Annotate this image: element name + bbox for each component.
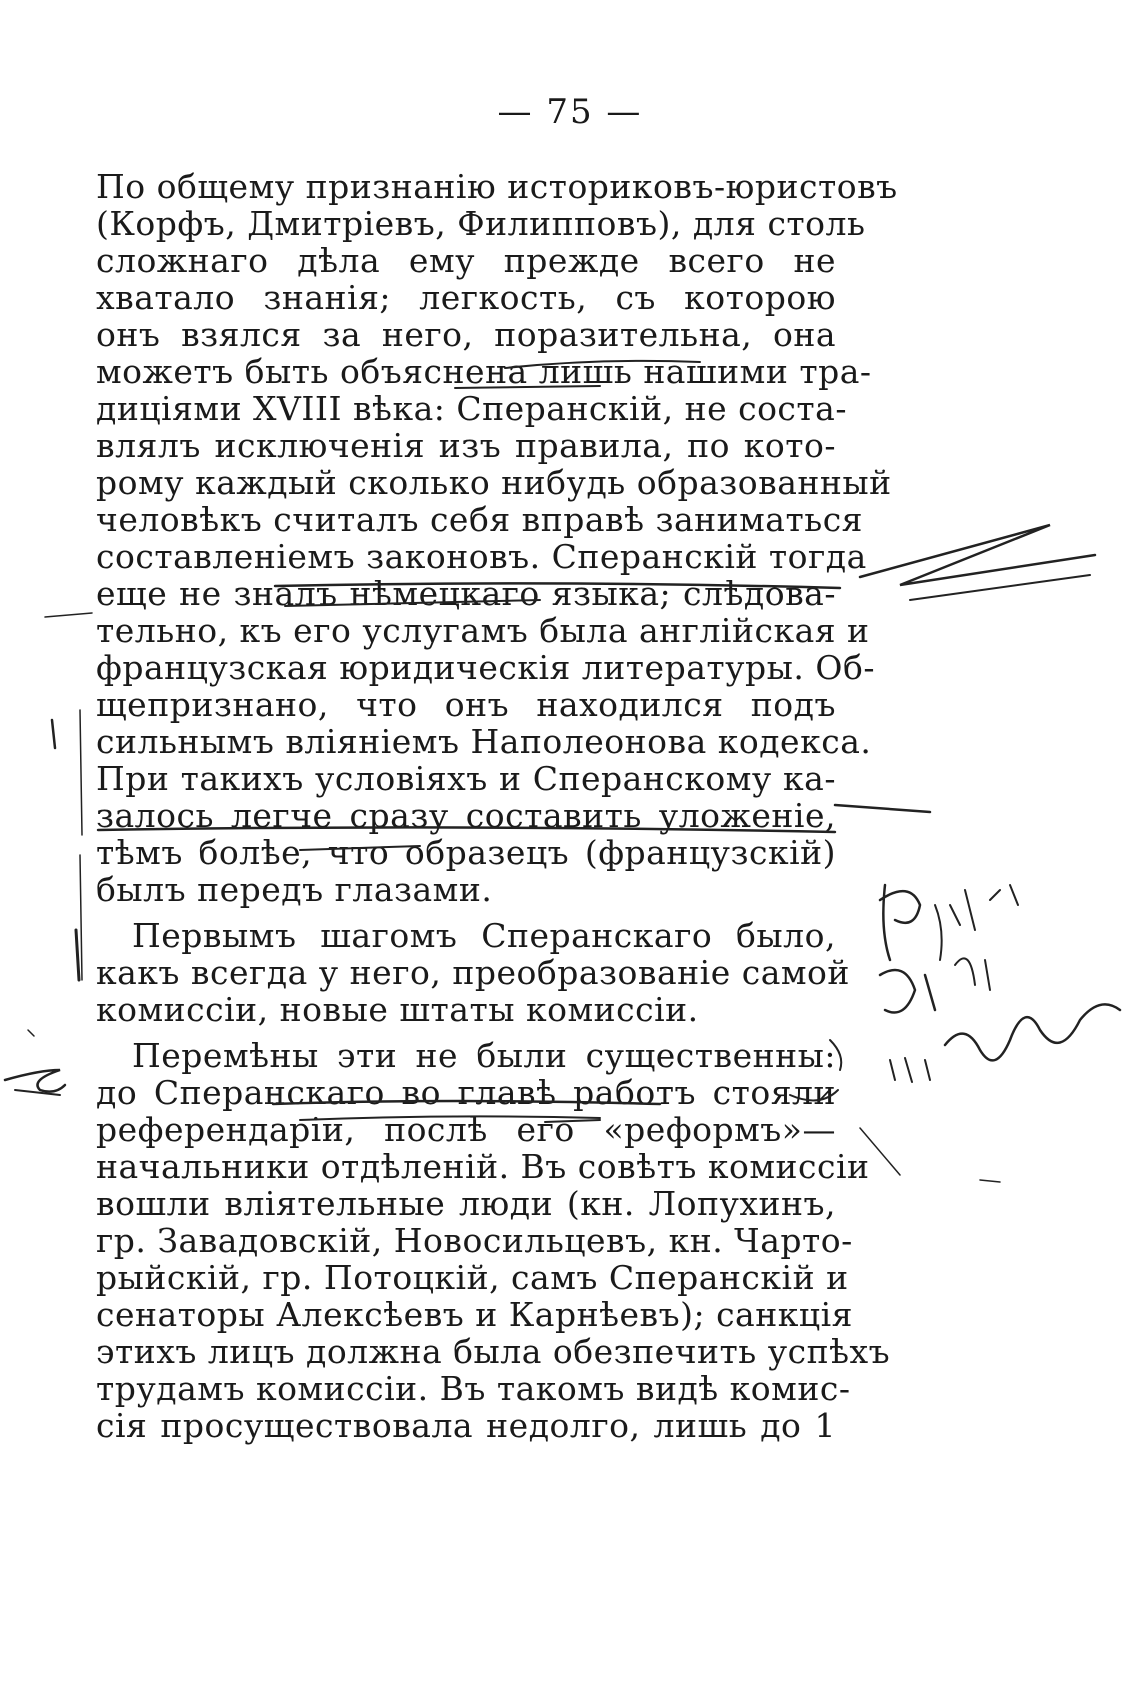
text-line: влялъ исключенія изъ правила, по кото- <box>96 426 836 465</box>
text-line: какъ всегда у него, преобразованіе самой <box>96 953 850 992</box>
text-line: французская юридическія литературы. Об- <box>96 648 875 687</box>
text-line: былъ передъ глазами. <box>96 870 493 909</box>
text-line: рому каждый сколько нибудь образованный <box>96 463 892 502</box>
text-line: рыйскій, гр. Потоцкій, самъ Сперанскій и <box>96 1258 849 1297</box>
text-line: трудамъ комиссіи. Въ такомъ видѣ комис- <box>96 1369 851 1408</box>
text-line: хватало знанія; легкость, съ которою <box>96 278 836 317</box>
page-number <box>0 92 1140 132</box>
text-line: сложнаго дѣла ему прежде всего не <box>96 241 836 280</box>
text-line: залось легче сразу составить уложеніе, <box>96 796 836 835</box>
text-line: до Сперанскаго во главѣ работъ стояли <box>96 1073 836 1112</box>
text-line: онъ взялся за него, поразительна, она <box>96 315 836 354</box>
text-line: сія просуществовала недолго, лишь до 1 <box>96 1406 836 1445</box>
text-line: тельно, къ его услугамъ была англійская и <box>96 611 870 650</box>
text-line: щепризнано, что онъ находился подъ <box>96 685 836 724</box>
text-line: референдаріи, послѣ его «реформъ»— <box>96 1110 836 1149</box>
text-line: диціями XVIII вѣка: Сперанскій, не соста- <box>96 389 847 428</box>
body-text <box>96 167 898 1445</box>
text-line: гр. Завадовскій, Новосильцевъ, кн. Чарто- <box>96 1221 853 1260</box>
text-line: сильнымъ вліяніемъ Наполеонова кодекса. <box>96 722 872 761</box>
text-line: По общему признанію историковъ-юристовъ <box>96 167 898 206</box>
text-line: тѣмъ болѣе, что образецъ (французскій) <box>96 833 836 872</box>
text-line: При такихъ условіяхъ и Сперанскому ка- <box>96 759 836 798</box>
text-line: начальники отдѣленій. Въ совѣтъ комиссіи <box>96 1147 870 1186</box>
page-number-text: — 75 — <box>497 92 643 132</box>
text-line: этихъ лицъ должна была обезпечить успѣхъ <box>96 1332 891 1371</box>
text-line: можетъ быть объяснена лишь нашими тра- <box>96 352 872 391</box>
text-line: составленіемъ законовъ. Сперанскій тогда <box>96 537 867 576</box>
text-line: сенаторы Алексѣевъ и Карнѣевъ); санкція <box>96 1295 853 1334</box>
text-line: (Корфъ, Дмитріевъ, Филипповъ), для столь <box>96 204 866 243</box>
text-line: человѣкъ считалъ себя вправѣ заниматься <box>96 500 863 539</box>
text-line: Перемѣны эти не были существенны: <box>132 1036 836 1075</box>
text-line: Первымъ шагомъ Сперанскаго было, <box>132 916 836 955</box>
text-line: еще не зналъ нѣмецкаго языка; слѣдова- <box>96 574 836 613</box>
text-line: вошли вліятельные люди (кн. Лопухинъ, <box>96 1184 836 1223</box>
text-line: комиссіи, новые штаты комиссіи. <box>96 990 699 1029</box>
